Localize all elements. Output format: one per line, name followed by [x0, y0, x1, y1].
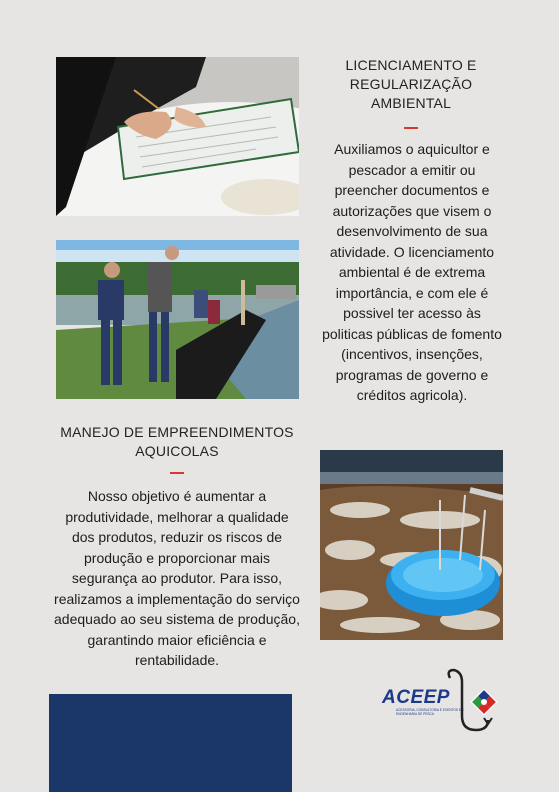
licenciamento-heading-line3: AMBIENTAL [370, 95, 452, 111]
manejo-heading-line2: AQUICOLAS [135, 443, 219, 459]
licenciamento-paragraph: Auxiliamos o aquicultor e pescador a emitir ou preencher documentos e autorizações que visem o desenvolvimento de sua atividade. O licenciamento ambiental é de extrema importância, e com ele é possivel ter acesso às politicas públicas de fomento (incentivos, insenções, programas de governo e créditos agricola). [322, 141, 502, 403]
manejo-heading-line1: MANEJO DE EMPREENDIMENTOS [60, 424, 294, 440]
fish-hook-logo-icon [440, 668, 504, 736]
photo-fish-farm-visit [56, 240, 299, 399]
licenciamento-accent-dash [404, 127, 418, 129]
licenciamento-heading-line1: LICENCIAMENTO E [345, 57, 477, 73]
manejo-heading [56, 423, 298, 461]
manejo-accent-dash [170, 472, 184, 474]
aceep-logo [382, 668, 504, 736]
licenciamento-heading [320, 56, 502, 113]
logo-tagline: ACESSORIA, CONSULTORIA E EVENTOS EM ENGENHARIA DE PESCA [396, 708, 464, 716]
photo-signing-document [56, 57, 299, 216]
photo-aquaculture-tank [320, 450, 503, 640]
navy-decorative-block [49, 694, 292, 792]
licenciamento-heading-line2: REGULARIZAÇÃO [349, 76, 473, 92]
manejo-paragraph: Nosso objetivo é aumentar a produtividade, melhorar a qualidade dos produtos, reduzir os riscos de produção e proporcionar mais segurança ao produtor. Para isso, realizamos a implementação do serviço adequado ao seu sistema de produção, garantindo maior eficiência e rentabilidade. [54, 488, 300, 668]
logo-wordmark: ACEEP [382, 687, 450, 708]
